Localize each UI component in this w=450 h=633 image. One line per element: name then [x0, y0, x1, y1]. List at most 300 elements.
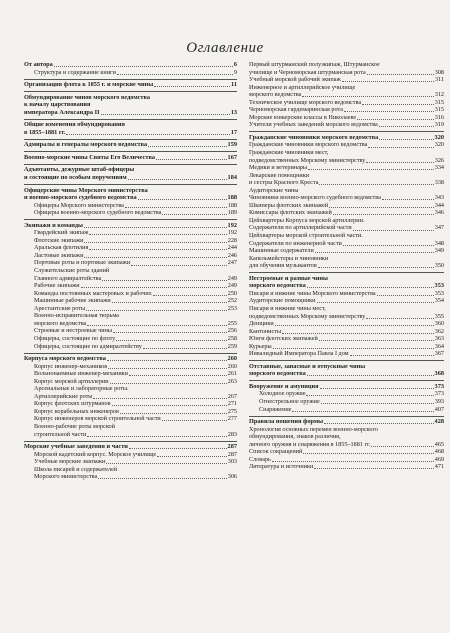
dot-leader — [129, 448, 227, 449]
entry-page-number: 267 — [227, 392, 237, 400]
dot-leader — [89, 249, 226, 250]
entry-title: Нестроевые и разные чины — [249, 274, 328, 282]
toc-entry[interactable] — [249, 157, 444, 165]
entry-title: Шкиперы флотских экипажей — [249, 201, 329, 209]
toc-entry[interactable] — [24, 297, 237, 305]
entry-title: Аральская флотилия — [34, 244, 89, 252]
entry-page-number: 263 — [227, 377, 237, 385]
dot-leader — [128, 179, 227, 180]
dot-leader — [379, 126, 434, 127]
entry-title: Команды постоянных мастеровых и рабочих — [34, 289, 152, 297]
toc-entry[interactable] — [249, 202, 444, 210]
toc-entry[interactable] — [24, 275, 237, 283]
entry-page-number: 348 — [434, 239, 444, 247]
toc-entry[interactable] — [249, 328, 444, 336]
entry-title: Снаряжение — [259, 405, 292, 413]
dot-leader — [101, 114, 230, 115]
toc-entry[interactable] — [249, 290, 444, 298]
toc-entry[interactable] — [24, 458, 237, 466]
toc-section-entry[interactable] — [249, 275, 444, 283]
dot-leader — [319, 184, 433, 185]
entry-page-number: 192 — [227, 229, 237, 237]
entry-title: морского ведомства — [249, 91, 302, 99]
entry-page-number: 159 — [227, 141, 237, 149]
entry-title: Гражданские чиновники морского ведомства — [249, 133, 379, 141]
entry-page-number: 393 — [434, 397, 444, 405]
entry-title: морского ведомства — [34, 319, 87, 327]
dot-leader — [112, 405, 227, 406]
toc-entry[interactable] — [24, 378, 237, 386]
dot-leader — [303, 453, 433, 454]
section-divider — [249, 272, 444, 273]
entry-page-number: 315 — [434, 106, 444, 114]
entry-title: Цейхвартеры Корпуса морской артиллерии. — [249, 216, 365, 224]
dot-leader — [81, 287, 227, 288]
dot-leader — [110, 383, 227, 384]
toc-entry[interactable] — [24, 259, 237, 267]
entry-title: Офицеры, состоящие по адмиралтейству — [34, 342, 142, 350]
entry-title: Аудиторские помощники — [249, 297, 316, 305]
entry-page-number: 320 — [434, 141, 444, 149]
entry-page-number: 308 — [434, 68, 444, 76]
entry-page-number: 312 — [434, 91, 444, 99]
dot-leader — [368, 147, 433, 148]
toc-entry[interactable] — [249, 179, 444, 187]
entry-title: Огнестрельное оружие — [259, 397, 320, 405]
entry-title: Морские юнкерские классы в Николаеве — [249, 113, 357, 121]
entry-title: для обучения музыкантов — [249, 262, 317, 270]
entry-page-number: 343 — [434, 194, 444, 202]
entry-page-number: 246 — [227, 251, 237, 259]
entry-page-number: 275 — [227, 407, 237, 415]
entry-page-number: 247 — [227, 259, 237, 267]
entry-title: Капельмейстеры и чиновники — [249, 254, 329, 262]
entry-page-number: 346 — [434, 209, 444, 217]
entry-title: Машинные рабочие экипажи — [34, 297, 111, 305]
toc-section-entry[interactable] — [24, 81, 237, 89]
dot-leader — [343, 245, 434, 246]
toc-entry[interactable] — [249, 224, 444, 232]
toc-entry[interactable] — [249, 149, 444, 157]
toc-entry[interactable] — [24, 327, 237, 335]
entry-title: Строевые и нестроевые чины — [34, 327, 113, 335]
entry-title: Инженерное и артиллерийское училище — [249, 83, 356, 91]
entry-page-number: 334 — [434, 164, 444, 172]
entry-page-number: 368 — [434, 370, 444, 378]
entry-title: Организация флота к 1855 г. и морские чины — [24, 81, 154, 89]
section-divider — [24, 139, 237, 140]
section-divider — [24, 441, 237, 442]
entry-title: Морской кадетский корпус. Морское училище — [34, 450, 157, 458]
entry-page-number: 192 — [227, 221, 237, 229]
entry-title: Содержатели по артиллерийской части — [249, 224, 352, 232]
toc-entry[interactable] — [24, 244, 237, 252]
section-divider — [249, 131, 444, 132]
entry-page-number: 253 — [227, 304, 237, 312]
entry-page-number: 11 — [231, 81, 237, 89]
entry-page-number: 287 — [227, 450, 237, 458]
dot-leader — [156, 159, 227, 160]
toc-entry[interactable] — [249, 194, 444, 202]
entry-title: Военно-морские чины Свиты Его Величества — [24, 153, 156, 161]
entry-page-number: 407 — [434, 405, 444, 413]
entry-title: Вольнонаемные инженер-механики — [34, 370, 128, 378]
entry-title: личного оружия и снаряжения в 1855–1881 гг. — [249, 440, 371, 448]
entry-page-number: 311 — [434, 76, 444, 84]
toc-section-entry[interactable] — [24, 94, 237, 102]
toc-entry[interactable] — [249, 448, 444, 456]
entry-page-number: 353 — [434, 289, 444, 297]
toc-entry[interactable] — [24, 385, 237, 393]
toc-section-entry[interactable] — [24, 443, 237, 451]
toc-section-entry[interactable] — [24, 194, 237, 202]
entry-page-number: 260 — [227, 355, 237, 363]
dot-leader — [66, 134, 229, 135]
dot-leader — [87, 436, 226, 437]
entry-page-number: 428 — [434, 418, 444, 426]
entry-title: Аудиторские чины — [249, 186, 299, 194]
toc-entry[interactable] — [24, 370, 237, 378]
entry-page-number: 469 — [434, 455, 444, 463]
toc-entry[interactable] — [249, 343, 444, 351]
toc-entry[interactable] — [249, 99, 444, 107]
toc-entry[interactable] — [24, 237, 237, 245]
entry-title: Корпус инженер-механиков — [34, 362, 108, 370]
toc-entry[interactable] — [24, 473, 237, 481]
dot-leader — [319, 340, 434, 341]
dot-leader — [272, 461, 434, 462]
toc-section-entry[interactable] — [24, 109, 237, 117]
toc-entry[interactable] — [24, 202, 237, 210]
entry-page-number: 259 — [227, 342, 237, 350]
entry-title: Список сокращений — [249, 448, 303, 456]
entry-title: Главного адмиралтейства — [34, 274, 102, 282]
dot-leader — [98, 478, 226, 479]
entry-title: Курьеры — [249, 342, 272, 350]
toc-entry[interactable] — [249, 305, 444, 313]
dot-leader — [107, 360, 227, 361]
entry-title: Гражданские чиновники мест, — [249, 149, 329, 157]
toc-section-entry[interactable] — [249, 418, 444, 426]
entry-title: Цейхвартеры морской строительной части. — [249, 232, 363, 240]
dot-leader — [377, 295, 434, 296]
entry-title: Общие изменения обмундирования — [24, 121, 125, 129]
toc-section-entry[interactable] — [249, 134, 444, 142]
entry-title: к началу царствования — [24, 101, 91, 109]
toc-section-entry[interactable] — [24, 121, 237, 129]
toc-entry[interactable] — [249, 141, 444, 149]
entry-title: и военно-морского судебного ведомства — [24, 194, 137, 202]
dot-leader — [307, 375, 434, 376]
entry-title: Кантонисты — [249, 327, 282, 335]
entry-page-number: 287 — [227, 443, 237, 451]
toc-entry[interactable] — [249, 350, 444, 358]
toc-entry[interactable] — [24, 363, 237, 371]
dot-leader — [113, 332, 227, 333]
dot-leader — [84, 227, 227, 228]
entry-title: Вооружение и амуниция — [249, 382, 319, 390]
entry-title: Адъютанты, дежурные штаб-офицеры — [24, 166, 135, 174]
toc-section-entry[interactable] — [24, 166, 237, 174]
dot-leader — [86, 310, 227, 311]
entry-title: Офицеры, состоящие по флоту — [34, 334, 116, 342]
toc-entry[interactable] — [249, 106, 444, 114]
entry-page-number: 189 — [227, 209, 237, 217]
entry-title: училище и Черноморская штурманская рота — [249, 68, 366, 76]
toc-entry[interactable] — [249, 426, 444, 434]
dot-leader — [275, 325, 434, 326]
dot-leader — [273, 348, 434, 349]
toc-entry[interactable] — [249, 114, 444, 122]
entry-title: Офицеры Морского министерства — [34, 201, 124, 209]
toc-entry[interactable] — [24, 451, 237, 459]
dot-leader — [112, 302, 227, 303]
entry-title: Морские учебные заведения и части — [24, 443, 128, 451]
entry-page-number: 360 — [434, 320, 444, 328]
dot-leader — [125, 207, 227, 208]
section-divider — [249, 380, 444, 381]
dot-leader — [143, 348, 227, 349]
toc-section-entry[interactable] — [249, 383, 444, 391]
entry-page-number: 250 — [227, 289, 237, 297]
entry-title: Рабочие экипажи — [34, 282, 80, 290]
toc-section-entry[interactable] — [24, 154, 237, 162]
toc-entry[interactable] — [24, 267, 237, 275]
entry-page-number: 188 — [227, 201, 237, 209]
toc-entry[interactable] — [24, 415, 237, 423]
toc-entry[interactable] — [24, 305, 237, 313]
toc-entry[interactable] — [24, 423, 237, 431]
dot-leader — [320, 388, 434, 389]
dot-leader — [321, 403, 434, 404]
toc-section-entry[interactable] — [24, 355, 237, 363]
entry-title: Корпус инженеров морской строительной части — [34, 415, 161, 423]
entry-title: От автора — [24, 61, 53, 68]
entry-title: Лекарские помощники — [249, 171, 310, 179]
entry-title: Хронология основных перемен военно-морского — [249, 425, 378, 433]
entry-title: Холодное оружие — [259, 390, 306, 398]
entry-page-number: 255 — [227, 319, 237, 327]
entry-title: и сестры Красного Креста — [249, 179, 319, 187]
toc-entry[interactable] — [249, 217, 444, 225]
entry-page-number: 260 — [227, 362, 237, 370]
toc-section-entry[interactable] — [24, 141, 237, 149]
toc-section-entry[interactable] — [24, 174, 237, 182]
entry-title: Корпус корабельных инженеров — [34, 407, 119, 415]
toc-entry[interactable] — [249, 262, 444, 270]
entry-page-number: 258 — [227, 334, 237, 342]
entry-page-number: 315 — [434, 98, 444, 106]
entry-page-number: 167 — [227, 153, 237, 161]
entry-page-number: 9 — [233, 68, 237, 76]
entry-title: Корпус флотских штурманов — [34, 400, 111, 408]
dot-leader — [357, 119, 434, 120]
toc-entry[interactable] — [249, 164, 444, 172]
toc-entry[interactable] — [24, 431, 237, 439]
section-divider — [24, 119, 237, 120]
toc-entry[interactable] — [249, 209, 444, 217]
entry-title: Денщики — [249, 320, 274, 328]
section-divider — [24, 164, 237, 165]
toc-entry[interactable] — [249, 390, 444, 398]
entry-title: Арестантские роты — [34, 304, 86, 312]
toc-entry[interactable] — [249, 91, 444, 99]
toc-entry[interactable] — [24, 335, 237, 343]
dot-leader — [366, 162, 433, 163]
dot-leader — [157, 456, 227, 457]
entry-page-number: 249 — [227, 274, 237, 282]
dot-leader — [89, 234, 226, 235]
toc-entry[interactable] — [249, 121, 444, 129]
entry-title: Содержатели по инженерной части — [249, 239, 342, 247]
toc-entry[interactable] — [249, 61, 444, 69]
entry-title: Инвалидный Императора Павла I дом — [249, 350, 349, 358]
toc-section-entry[interactable] — [24, 61, 237, 69]
entry-page-number: 373 — [434, 390, 444, 398]
entry-page-number: 350 — [434, 262, 444, 270]
toc-entry[interactable] — [249, 69, 444, 77]
entry-page-number: 373 — [434, 382, 444, 390]
entry-title: морского ведомства — [249, 282, 306, 290]
entry-page-number: 13 — [230, 108, 237, 116]
toc-entry[interactable] — [249, 232, 444, 240]
toc-entry[interactable] — [24, 229, 237, 237]
toc-section-entry[interactable] — [24, 101, 237, 109]
toc-column-left — [24, 61, 237, 481]
entry-page-number: 355 — [434, 312, 444, 320]
toc-entry[interactable] — [24, 393, 237, 401]
toc-entry[interactable] — [24, 312, 237, 320]
toc-entry[interactable] — [249, 398, 444, 406]
toc-entry[interactable] — [249, 456, 444, 464]
toc-entry[interactable] — [249, 320, 444, 328]
dot-leader — [324, 423, 433, 424]
toc-entry[interactable] — [24, 408, 237, 416]
entry-page-number: 344 — [434, 201, 444, 209]
entry-title: Гвардейский экипаж — [34, 229, 89, 237]
toc-entry[interactable] — [249, 406, 444, 414]
entry-title: Военно-рабочие роты морской — [34, 422, 115, 430]
toc-entry[interactable] — [249, 187, 444, 195]
toc-entry[interactable] — [249, 84, 444, 92]
toc-entry[interactable] — [249, 441, 444, 449]
entry-page-number: 303 — [227, 458, 237, 466]
toc-entry[interactable] — [249, 433, 444, 441]
entry-title: Отставные, запасные и отпускные чины — [249, 362, 366, 370]
dot-leader — [108, 368, 227, 369]
toc-entry[interactable] — [24, 69, 237, 77]
entry-page-number: 228 — [227, 236, 237, 244]
entry-title: Флотские экипажи — [34, 236, 84, 244]
entry-title: Юнги флотских экипажей — [249, 335, 318, 343]
toc-section-entry[interactable] — [249, 282, 444, 290]
entry-title: Чиновники военно-морского судебного ведомства — [249, 194, 381, 202]
entry-page-number: 468 — [434, 448, 444, 456]
toc-entry[interactable] — [249, 463, 444, 471]
dot-leader — [317, 302, 434, 303]
section-divider — [24, 184, 237, 185]
entry-title: Правила ношения формы — [249, 418, 324, 426]
dot-leader — [367, 74, 434, 75]
dot-leader — [54, 66, 233, 67]
entry-page-number: 320 — [434, 133, 444, 141]
toc-entry[interactable] — [24, 282, 237, 290]
entry-title: Корпус морской артиллерии — [34, 377, 109, 385]
toc-entry[interactable] — [249, 172, 444, 180]
section-divider — [249, 416, 444, 417]
dot-leader — [333, 214, 434, 215]
toc-section-entry[interactable] — [24, 222, 237, 230]
entry-title: Черноморская гардемаринская рота — [249, 106, 344, 114]
dot-leader — [117, 74, 233, 75]
entry-title: Машинные содержатели — [249, 247, 314, 255]
entry-title: в 1855–1881 гг. — [24, 128, 66, 136]
dot-leader — [131, 265, 227, 266]
toc-section-entry[interactable] — [24, 187, 237, 195]
entry-page-number: 364 — [434, 342, 444, 350]
dot-leader — [129, 375, 227, 376]
toc-entry[interactable] — [249, 247, 444, 255]
toc-entry[interactable] — [24, 400, 237, 408]
dot-leader — [154, 86, 230, 87]
entry-page-number: 367 — [434, 350, 444, 358]
entry-title: обмундирования, знаков различия, — [249, 433, 341, 441]
entry-title: подведомственных Морскому министерству — [249, 312, 366, 320]
toc-entry[interactable] — [24, 320, 237, 328]
entry-page-number: 249 — [227, 282, 237, 290]
toc-entry[interactable] — [249, 335, 444, 343]
toc-section-entry[interactable] — [249, 363, 444, 371]
toc-entry[interactable] — [24, 343, 237, 351]
toc-entry[interactable] — [24, 290, 237, 298]
toc-entry[interactable] — [24, 209, 237, 217]
dot-leader — [306, 395, 433, 396]
toc-entry[interactable] — [249, 255, 444, 263]
entry-title: Арсенальные и лабораторные роты. — [34, 385, 129, 393]
toc-entry[interactable] — [249, 240, 444, 248]
section-divider — [24, 219, 237, 220]
entry-title: Медики и ветеринары — [249, 164, 308, 172]
toc-section-entry[interactable] — [249, 370, 444, 378]
entry-page-number: 319 — [434, 121, 444, 129]
entry-title: Офицеры военно-морского судебного ведомства — [34, 209, 162, 217]
toc-entry[interactable] — [249, 297, 444, 305]
entry-title: Экипажи и команды — [24, 221, 83, 229]
toc-entry[interactable] — [249, 76, 444, 84]
entry-title: и состоящие по особым поручениям — [24, 174, 127, 182]
toc-entry[interactable] — [24, 466, 237, 474]
dot-leader — [162, 214, 226, 215]
entry-title: Ластовые экипажи — [34, 251, 84, 259]
entry-page-number: 283 — [227, 430, 237, 438]
section-divider — [24, 79, 237, 80]
dot-leader — [292, 411, 433, 412]
toc-entry[interactable] — [24, 252, 237, 260]
entry-page-number: 261 — [227, 370, 237, 378]
dot-leader — [116, 340, 226, 341]
toc-entry[interactable] — [249, 313, 444, 321]
toc-section-entry[interactable] — [24, 129, 237, 137]
entry-title: императора Александра II — [24, 108, 100, 116]
entry-title: Военно-исправительная тюрьма — [34, 312, 119, 320]
entry-page-number: 252 — [227, 297, 237, 305]
dot-leader — [308, 169, 434, 170]
dot-leader — [162, 420, 227, 421]
entry-title: строительной части — [34, 430, 87, 438]
dot-leader — [344, 111, 434, 112]
entry-page-number: 306 — [227, 473, 237, 481]
dot-leader — [153, 295, 227, 296]
